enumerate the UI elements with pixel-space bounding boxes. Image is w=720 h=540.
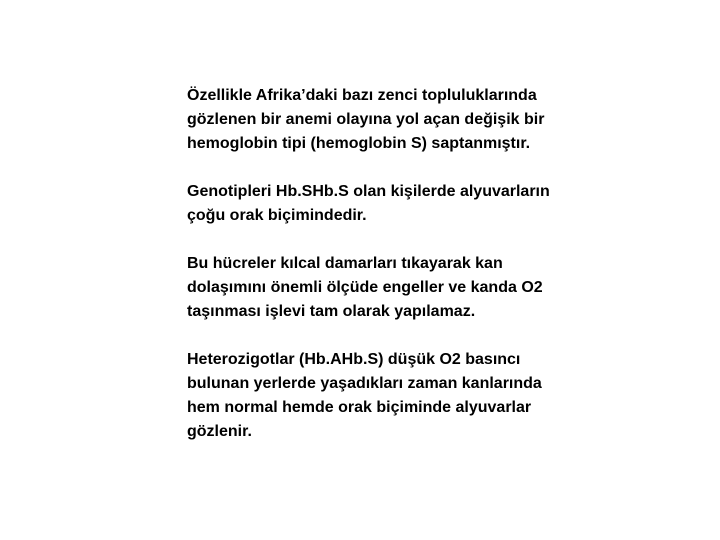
text-line: hemoglobin tipi (hemoglobin S) saptanmıştır.: [187, 135, 531, 152]
paragraph-hemoglobin-s: [187, 84, 607, 156]
paragraph-genotype: [187, 180, 607, 228]
paragraph-capillaries: [187, 252, 607, 324]
text-line: bulunan yerlerde yaşadıkları zaman kanlarında: [187, 375, 542, 392]
text-line: gözlenen bir anemi olayına yol açan değişik bir: [187, 111, 545, 128]
text-line: çoğu orak biçimindedir.: [187, 207, 367, 224]
text-line: taşınması işlevi tam olarak yapılamaz.: [187, 303, 476, 320]
text-line: Bu hücreler kılcal damarları tıkayarak kan: [187, 255, 503, 272]
text-line: dolaşımını önemli ölçüde engeller ve kanda O2: [187, 279, 543, 296]
text-line: gözlenir.: [187, 423, 252, 440]
text-line: Genotipleri Hb.SHb.S olan kişilerde alyuvarların: [187, 183, 550, 200]
text-line: Heterozigotlar (Hb.AHb.S) düşük O2 basıncı: [187, 351, 521, 368]
text-line: hem normal hemde orak biçiminde alyuvarlar: [187, 399, 532, 416]
paragraph-heterozygotes: [187, 348, 607, 444]
text-line: Özellikle Afrika’daki bazı zenci topluluklarında: [187, 87, 537, 104]
body-text: [187, 84, 607, 468]
